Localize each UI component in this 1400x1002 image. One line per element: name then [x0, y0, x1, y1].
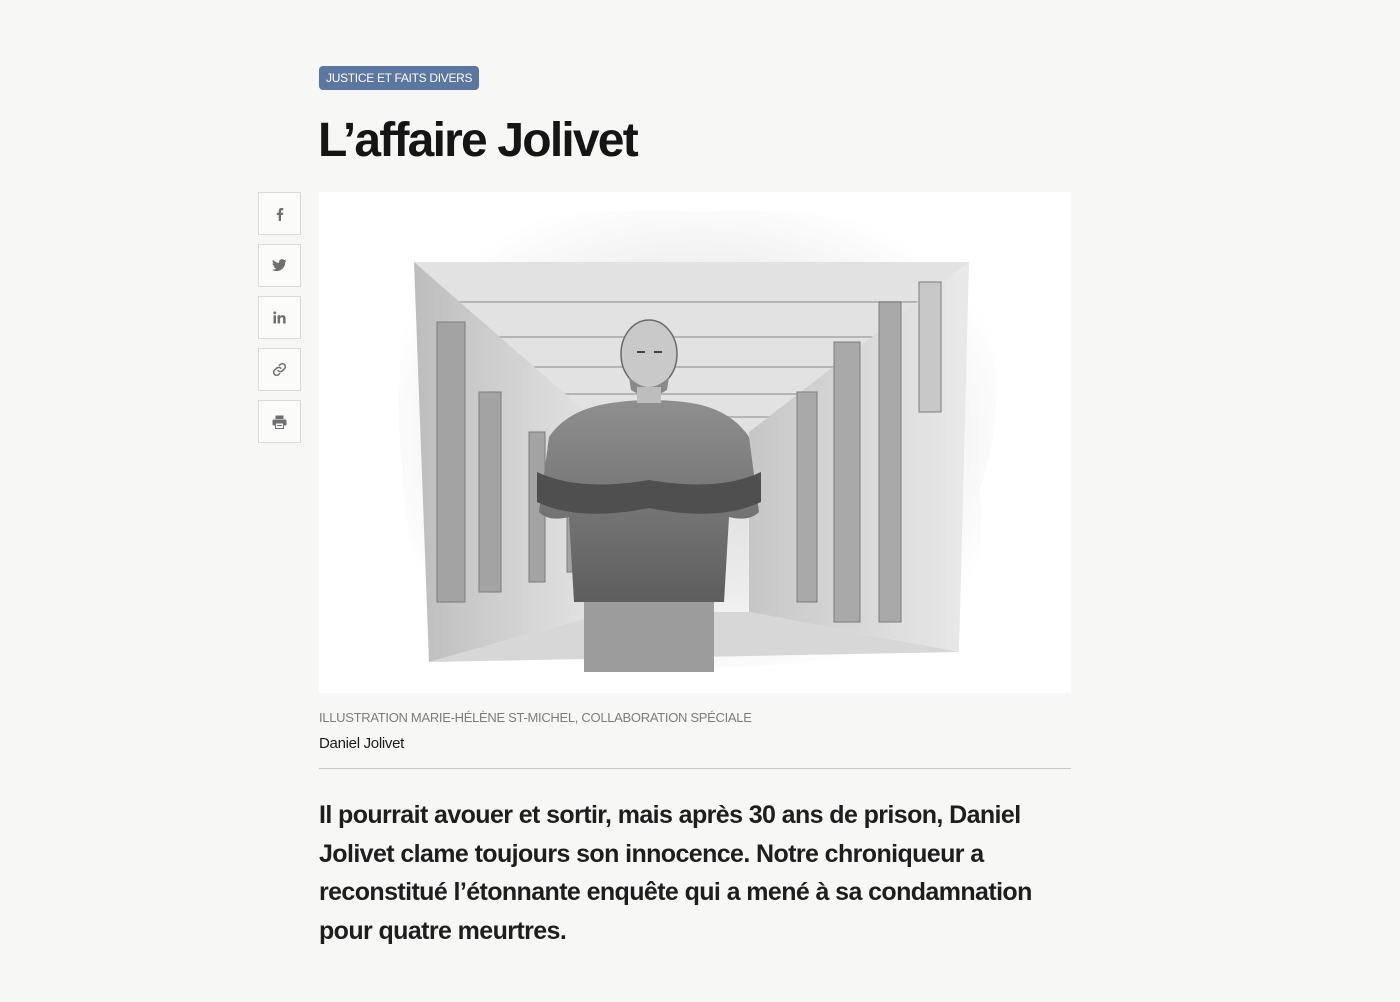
divider: [319, 768, 1071, 769]
share-facebook-button[interactable]: [258, 192, 301, 235]
illustration-man-in-prison-corridor: [319, 192, 1071, 693]
print-icon: [272, 415, 287, 429]
facebook-icon: [273, 207, 287, 221]
copy-link-button[interactable]: [258, 348, 301, 391]
image-caption: Daniel Jolivet: [319, 735, 405, 752]
share-twitter-button[interactable]: [258, 244, 301, 287]
image-credit: ILLUSTRATION MARIE-HÉLÈNE ST-MICHEL, COLLABORATION SPÉCIALE: [319, 710, 752, 725]
twitter-icon: [272, 259, 287, 272]
article-lede: Il pourrait avouer et sortir, mais après 30 ans de prison, Daniel Jolivet clame toujours son innocence. Notre chroniqueur a reconstitué l’étonnante enquête qui a mené à sa condamnation pour quatre meurtres.: [319, 801, 1032, 946]
article-title: L’affaire Jolivet: [318, 114, 637, 167]
category-tag[interactable]: JUSTICE ET FAITS DIVERS: [319, 66, 479, 90]
print-button[interactable]: [258, 400, 301, 443]
share-toolbar: [258, 192, 301, 452]
linkedin-icon: [273, 311, 286, 324]
link-icon: [272, 362, 287, 377]
hero-illustration: [319, 192, 1071, 693]
share-linkedin-button[interactable]: [258, 296, 301, 339]
